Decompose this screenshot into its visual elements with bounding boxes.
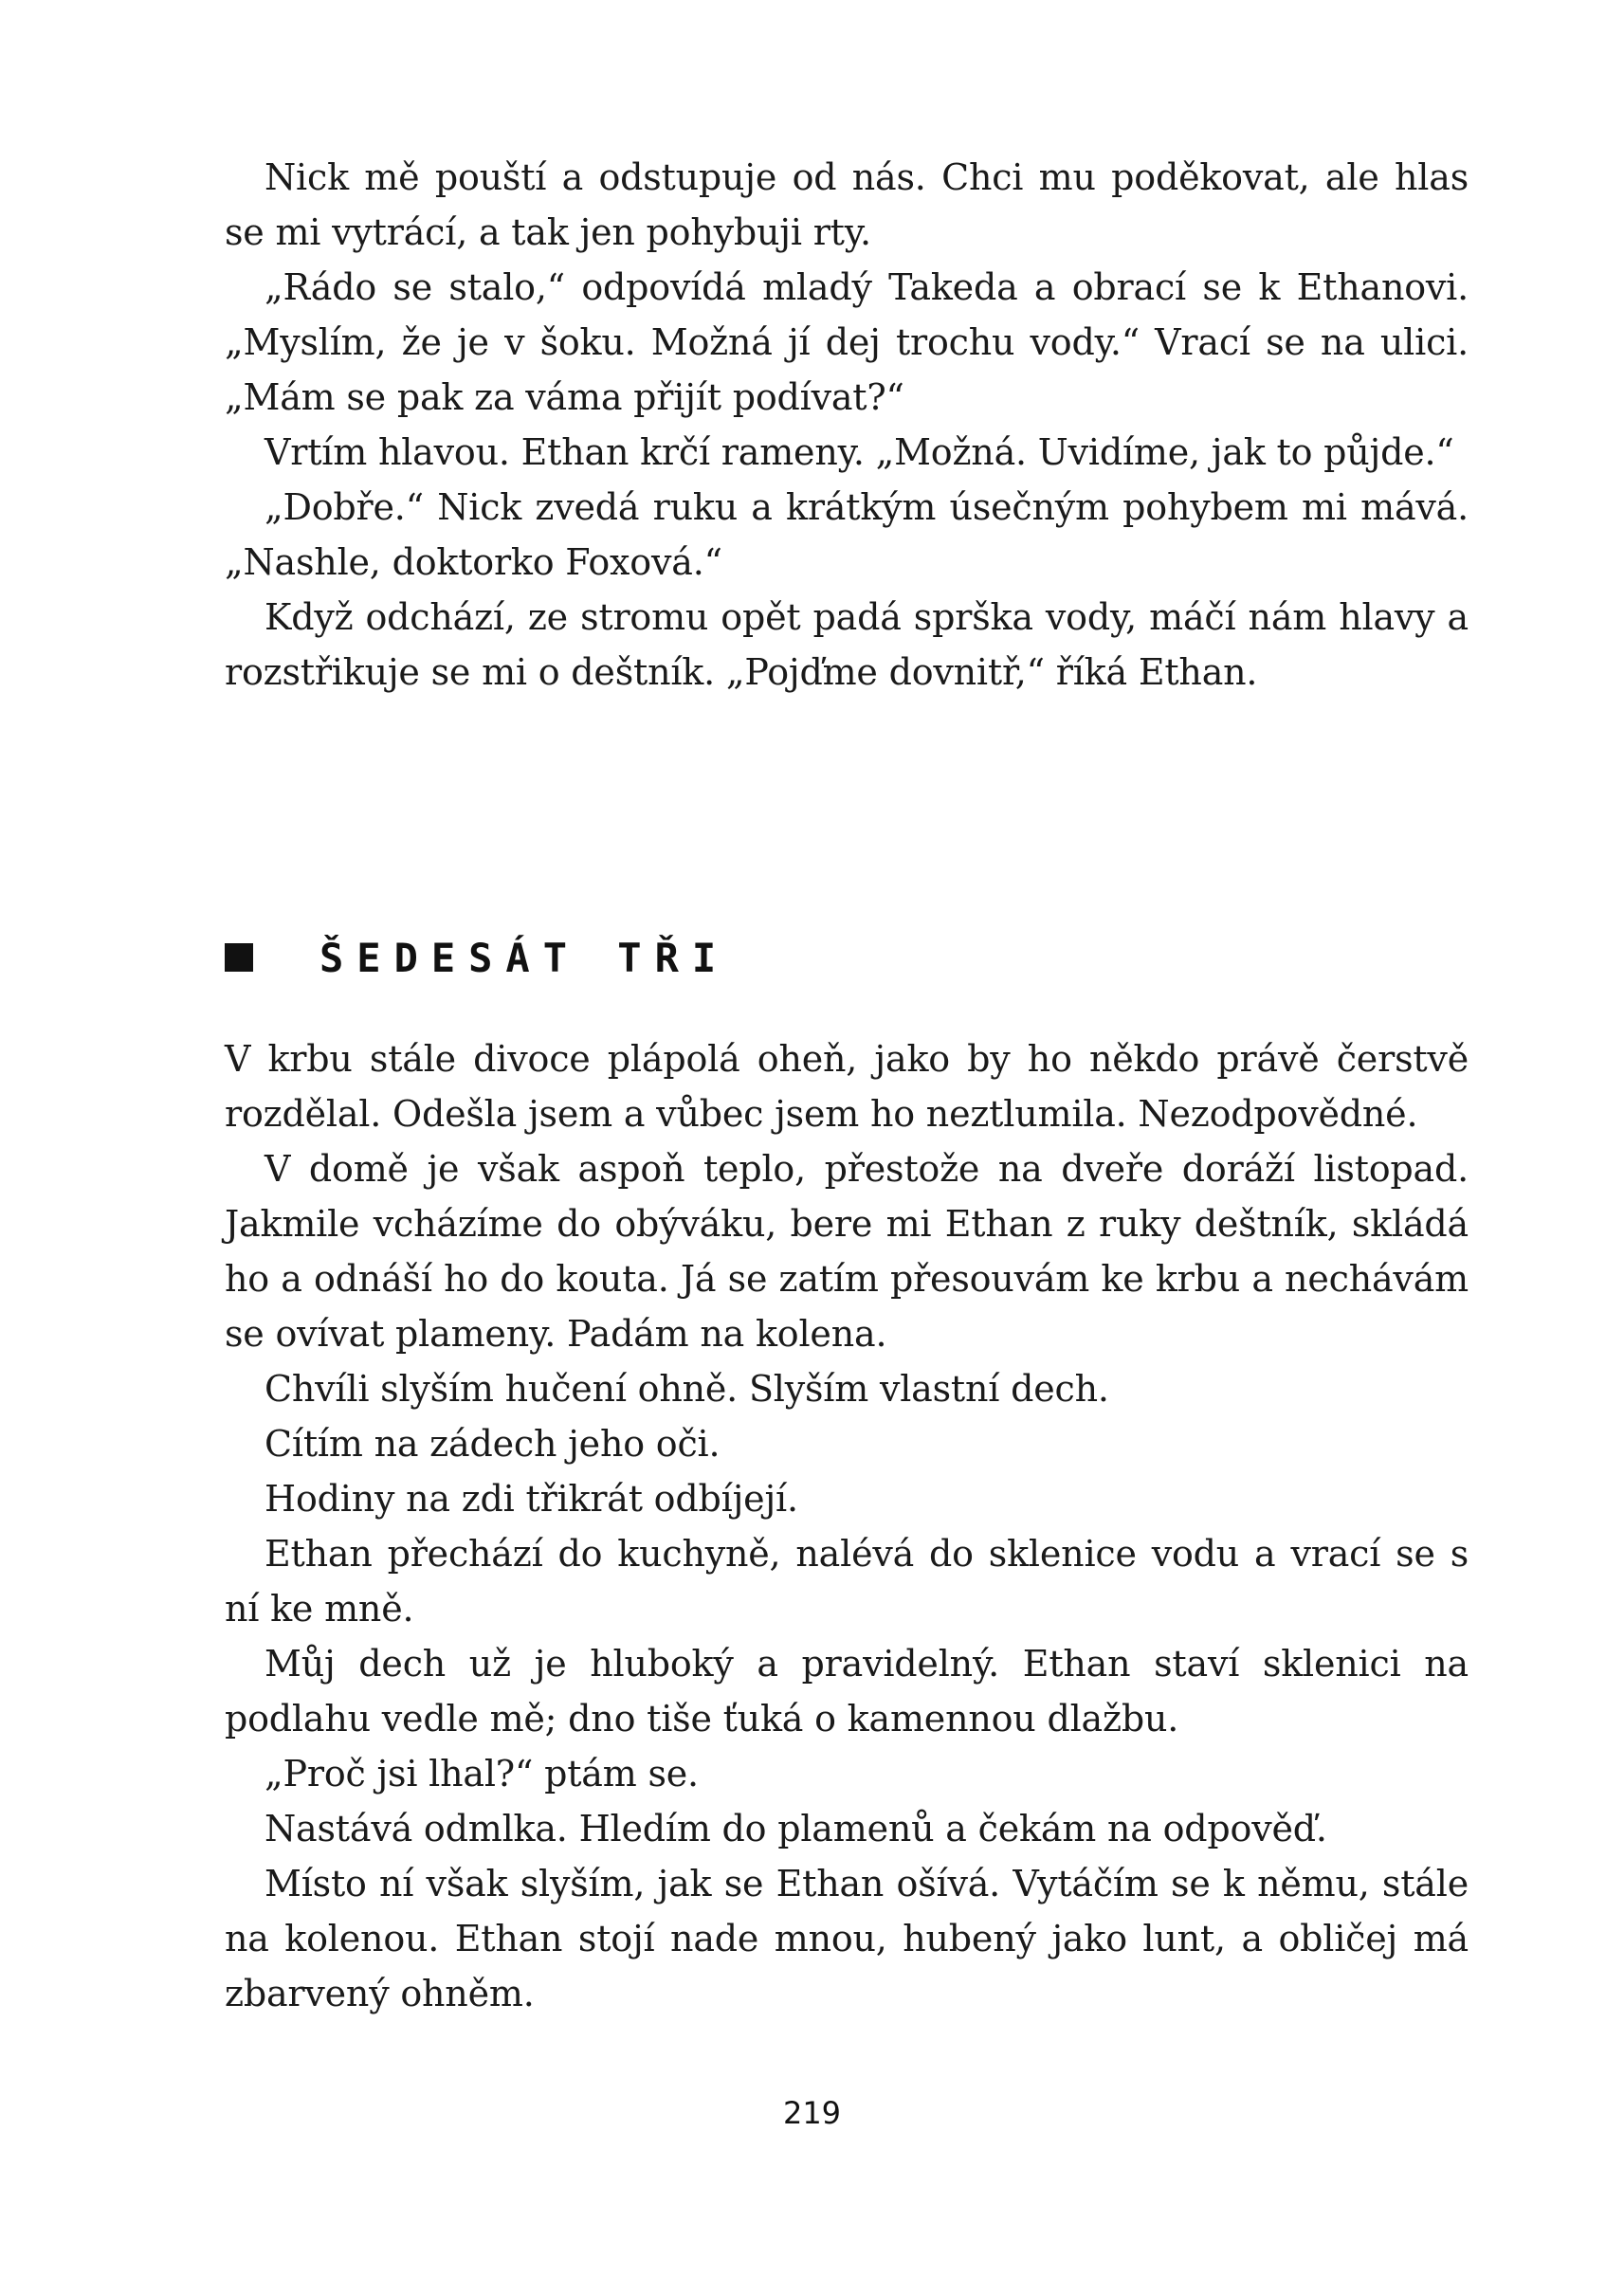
paragraph: Místo ní však slyším, jak se Ethan ošívá. Vytáčím se k němu, stále na kolenou. Ethan stojí nade mnou, hubený jako lunt, a obličej má zbarvený ohněm. <box>225 1863 1469 2014</box>
paragraph: V domě je však aspoň teplo, přestože na dveře doráží listopad. Jakmile vcházíme do obýváku, bere mi Ethan z ruky deštník, skládá ho a odnáší ho do kouta. Já se zatím přesouvám ke krbu a nechávám se ovívat plameny. Padám na kolena. <box>225 1148 1469 1355</box>
paragraph: Hodiny na zdi třikrát odbíjejí. <box>265 1478 798 1520</box>
chapter-heading <box>225 929 729 986</box>
paragraph: „Dobře.“ Nick zvedá ruku a krátkým úsečným pohybem mi mává. „Nashle, doktorko Foxová.“ <box>225 486 1469 583</box>
paragraph: Ethan přechází do kuchyně, nalévá do sklenice vodu a vrací se s ní ke mně. <box>225 1533 1469 1630</box>
paragraph: „Proč jsi lhal?“ ptám se. <box>265 1753 699 1795</box>
paragraph: Vrtím hlavou. Ethan krčí rameny. „Možná. Uvidíme, jak to půjde.“ <box>265 431 1454 473</box>
paragraph: Chvíli slyším hučení ohně. Slyším vlastní dech. <box>265 1368 1109 1410</box>
square-bullet-icon <box>225 943 253 972</box>
paragraph: „Rádo se stalo,“ odpovídá mladý Takeda a obrací se k Ethanovi. „Myslím, že je v šoku. Možná jí dej trochu vody.“ Vrací se na ulici. „Mám se pak za váma přijít podívat?“ <box>225 266 1469 418</box>
paragraph: Můj dech už je hluboký a pravidelný. Ethan staví sklenici na podlahu vedle mě; dno tiše ťuká o kamennou dlažbu. <box>225 1643 1469 1740</box>
text-section-bottom <box>225 1031 1469 2021</box>
paragraph: Nastává odmlka. Hledím do plamenů a čekám na odpověď. <box>265 1808 1327 1850</box>
chapter-title: ŠEDESÁT TŘI <box>319 934 730 981</box>
text-section-top <box>225 150 1469 700</box>
paragraph: Když odchází, ze stromu opět padá sprška vody, máčí nám hlavy a rozstřikuje se mi o deštník. „Pojďme dovnitř,“ říká Ethan. <box>225 596 1469 693</box>
paragraph: Cítím na zádech jeho oči. <box>265 1423 721 1465</box>
page-number: 219 <box>782 2095 842 2131</box>
paragraph: V krbu stále divoce plápolá oheň, jako by ho někdo právě čerstvě rozdělal. Odešla jsem a vůbec jsem ho neztlumila. Nezodpovědné. <box>225 1038 1469 1135</box>
paragraph: Nick mě pouští a odstupuje od nás. Chci mu poděkovat, ale hlas se mi vytrácí, a tak jen pohybuji rty. <box>225 156 1469 253</box>
